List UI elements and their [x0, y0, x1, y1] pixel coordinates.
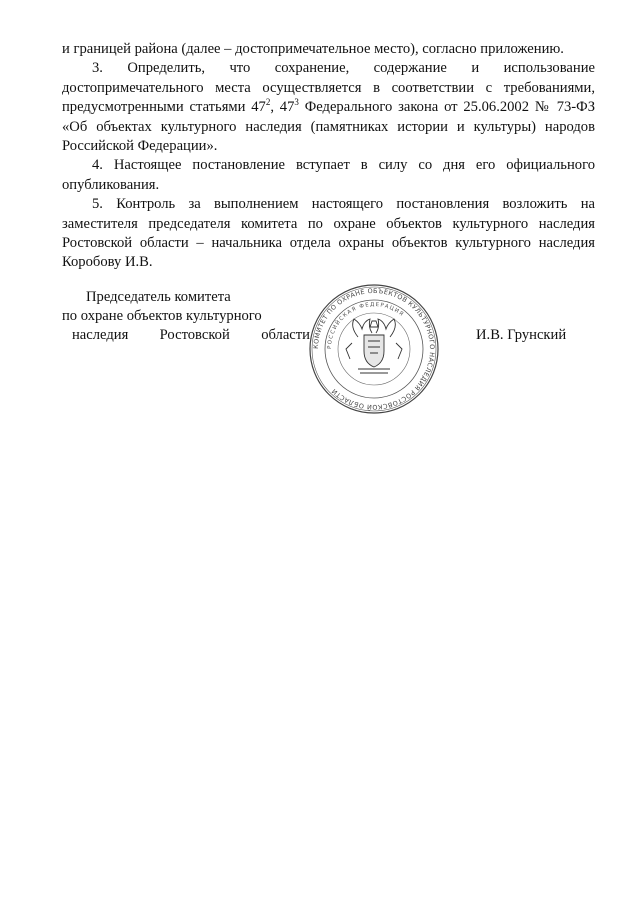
signer-name: И.В. Грунский — [476, 327, 567, 343]
paragraph-item-4: 4. Настоящее постановление вступает в силу со дня его официального опубликования. — [62, 157, 595, 193]
position-word-1: наследия — [72, 327, 129, 343]
position-word-2: Ростовской — [159, 327, 230, 343]
paragraph-continuation: и границей района (далее – достопримечательное место), согласно приложению. — [62, 41, 564, 57]
position-line-2: по охране объектов культурного — [62, 308, 262, 324]
paragraph-3-text-c: Федерального закона от 25.06.2002 № 73-ФЗ «Об объектах культурного наследия (памятниках истории и культуры) народов Российской Федерации». — [62, 99, 595, 155]
superscript-3: 3 — [294, 97, 299, 108]
paragraph-item-5: 5. Контроль за выполнением настоящего постановления возложить на заместителя председателя комитета по охране объектов культурного наследия Ростовской области – начальника отдела охраны объектов культурного наследия Коробову И.В. — [62, 196, 595, 271]
paragraph-3-text-a: 3. Определить, что сохранение, содержание и использование достопримечательного места осуществляется в соответствии с требованиями, предусмотренными статьями 47 — [62, 60, 595, 116]
position-word-3: области — [261, 327, 310, 343]
position-line-1: Председатель комитета — [86, 289, 231, 305]
signature-position-block — [62, 288, 310, 345]
official-seal-icon — [308, 283, 440, 415]
coat-of-arms-icon — [346, 319, 402, 373]
position-line-3 — [62, 326, 310, 345]
superscript-2: 2 — [265, 97, 271, 108]
seal-graphic — [308, 283, 440, 415]
paragraph-3-text-b: , 47 — [270, 99, 295, 116]
seal-inner-text: РОССИЙСКАЯ ФЕДЕРАЦИЯ — [326, 301, 405, 350]
paragraph-item-3 — [62, 59, 595, 156]
document-body — [62, 40, 595, 273]
seal-outer-text: КОМИТЕТ ПО ОХРАНЕ ОБЪЕКТОВ КУЛЬТУРНОГО НАСЛЕДИЯ РОСТОВСКОЙ ОБЛАСТИ — [311, 286, 437, 412]
